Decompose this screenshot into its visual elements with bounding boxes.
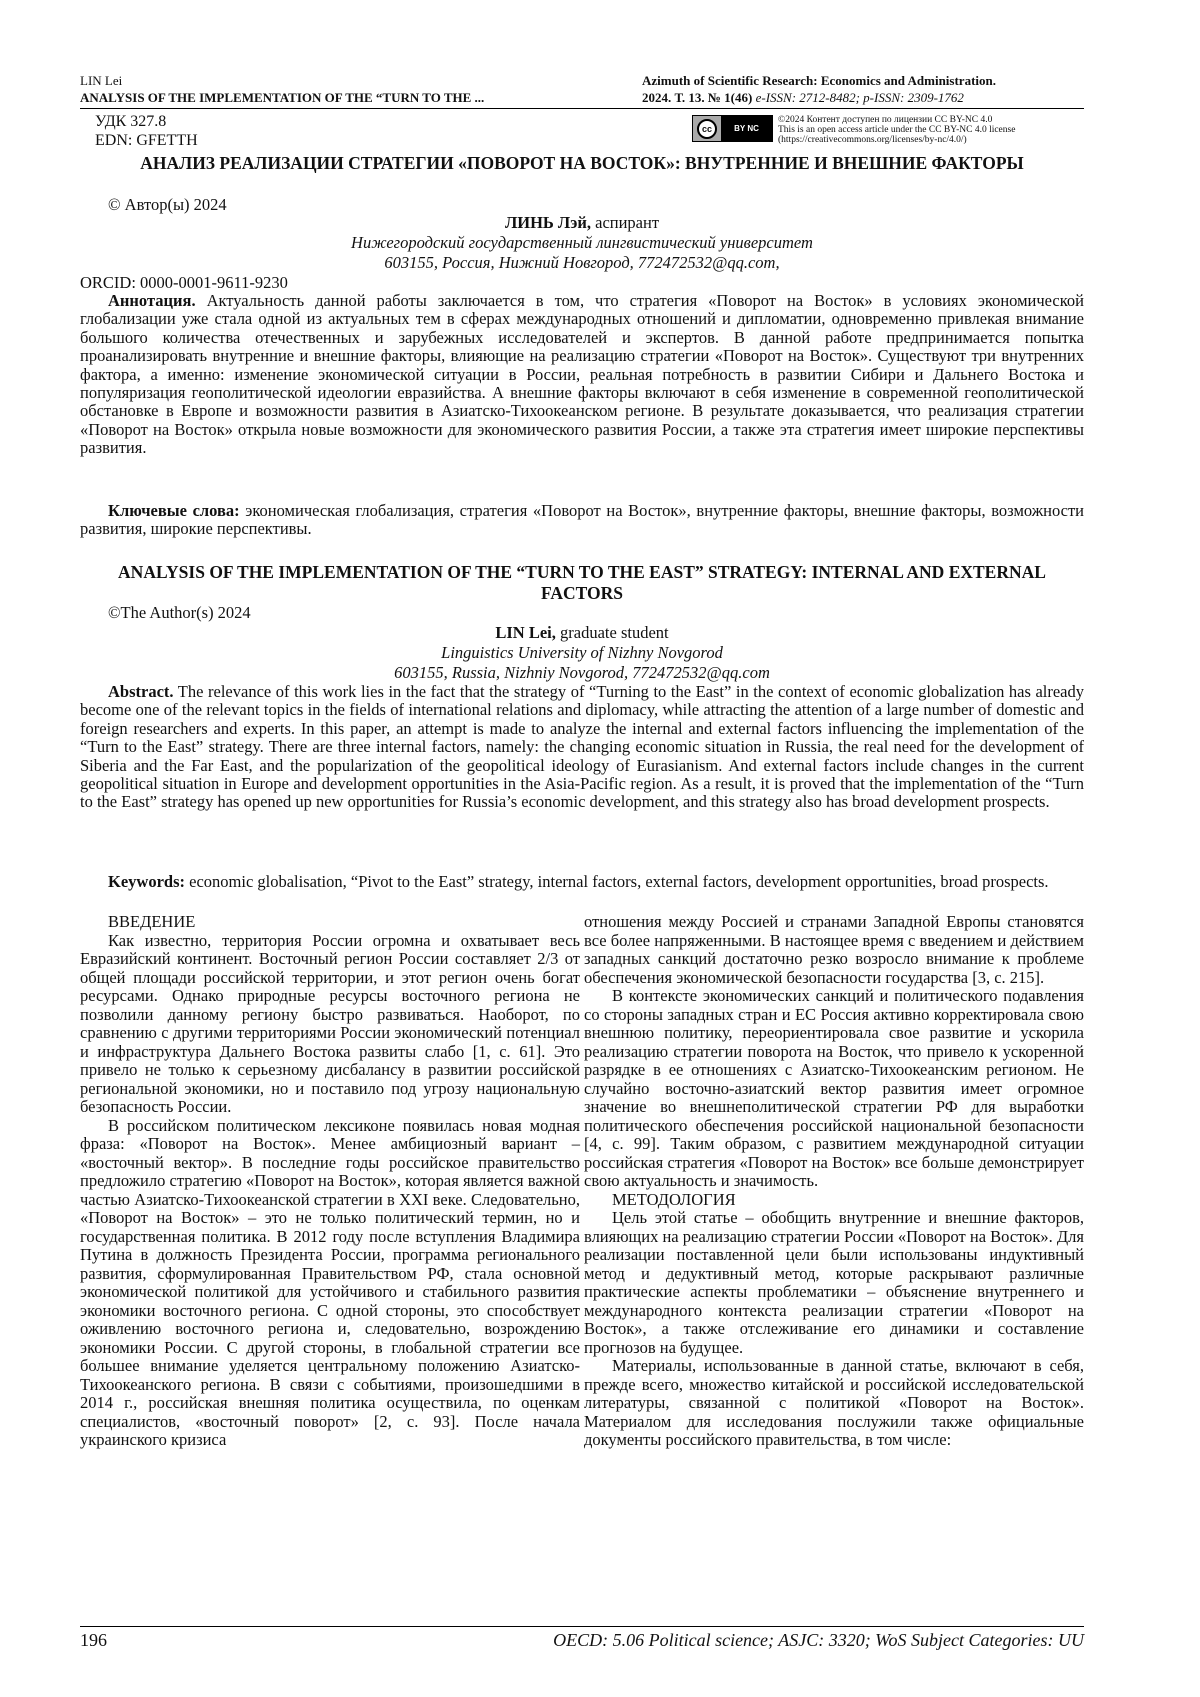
body-paragraph: отношения между Россией и странами Западной Европы становятся все более напряженными. В настоящее время с введением и действием западных санкций достаточно резко возросло внимание к проблеме обеспечения экономической безопасности государства [3, с. 215]. xyxy=(584,912,1084,987)
orcid[interactable]: ORCID: 0000-0001-9611-9230 xyxy=(80,273,288,292)
by-nc-icon: BY NC xyxy=(721,116,772,141)
cc-license-icon[interactable] xyxy=(692,115,773,142)
abstract-text-ru: Актуальность данной работы заключается в том, что стратегия «Поворот на Восток» в условиях экономической глобализации уже стала одной из актуальных тем в сферах международных отношений и дипломатии, одновременно привлекая внимание большого количества отечественных и зарубежных исследователей и экспертов. В данной работе предпринимается попытка проанализировать внутренние и внешние факторы, влияющие на реализацию стратегии «Поворот на Восток». Существуют три внутренних фактора, а именно: изменение экономической ситуации в России, реальная потребность в развитии Сибири и Дальнего Востока и популяризация геополитической идеологии евразийства. А внешние факторы включают в себя изменение в современной геополитической обстановке в Европе и возможности развития в Азиатско-Тихоокеанском регионе. В результате доказывается, что реализация стратегии «Поворот на Восток» открыла новые возможности для экономического развития России, а также эта стратегия имеет широкие перспективы развития. xyxy=(80,291,1084,458)
license-line-ru: ©2024 Контент доступен по лицензии CC BY-NC 4.0 xyxy=(778,115,993,125)
abstract-ru xyxy=(80,292,1084,458)
author-role-ru: аспирант xyxy=(591,213,660,232)
page-number: 196 xyxy=(80,1630,107,1650)
copyright-en: ©The Author(s) 2024 xyxy=(108,603,251,622)
keywords-en xyxy=(80,873,1084,891)
journal-name: Azimuth of Scientific Research: Economics and Administration. xyxy=(642,73,996,88)
keywords-label-en: Keywords: xyxy=(108,872,185,891)
edn-code: EDN: GFETTH xyxy=(95,132,198,149)
subject-classification: OECD: 5.06 Political science; ASJC: 3320; WoS Subject Categories: UU xyxy=(553,1630,1084,1650)
affiliation-en: Linguistics University of Nizhny Novgorod xyxy=(441,643,723,662)
section-heading-intro: ВВЕДЕНИЕ xyxy=(108,912,196,931)
cc-logo-icon: cc xyxy=(697,119,717,139)
udk-block xyxy=(95,112,198,150)
keywords-ru xyxy=(80,502,1084,539)
running-header-left xyxy=(80,72,640,106)
body-paragraph: Материалы, использованные в данной статье, включают в себя, прежде всего, множество китайской и российской исследовательской литературы, связанной с политикой «Поворот на Восток». Материалом для исследования послужили также официальные документы российского правительства, в том числе: xyxy=(584,1356,1084,1449)
body-paragraph: В российском политическом лексиконе появилась новая модная фраза: «Поворот на Восток». Менее амбициозный вариант – «восточный вектор». В последние годы российское правительство предложило стратегию «Поворот на Восток», которая является важной частью Азиатско-Тихоокеанской стратегии в XXI веке. Следовательно, «Поворот на Восток» – это не только политический термин, но и государственная политика. В 2012 году после вступления Владимира Путина в должность Президента России, программа регионального развития, сформулированная Правительством РФ, стала основной экономической политикой для устойчивого и стабильного развития экономики восточного региона. С одной стороны, это способствует оживлению восточного региона и, следовательно, возрождению экономики России. С другой стороны, в глобальной стратегии все большее внимание уделяется центральному положению Азиатско-Тихоокеанского региона. В связи с событиями, произошедшими в 2014 г., российская внешняя политика осуществила, по оценкам специалистов, «восточный поворот» [2, с. 93]. После начала украинского кризиса xyxy=(80,1115,580,1449)
affiliation-ru: Нижегородский государственный лингвистический университет xyxy=(351,233,813,252)
abstract-en xyxy=(80,683,1084,812)
abstract-label-ru: Аннотация. xyxy=(108,291,196,310)
license-line-en: This is an open access article under the CC BY-NC 4.0 license xyxy=(778,125,1016,135)
author-name-en: LIN Lei, xyxy=(495,623,556,642)
address-ru[interactable]: 603155, Россия, Нижний Новгород, 772472532@qq.com, xyxy=(384,253,780,272)
title-ru: АНАЛИЗ РЕАЛИЗАЦИИ СТРАТЕГИИ «ПОВОРОТ НА ВОСТОК»: ВНУТРЕННИЕ И ВНЕШНИЕ ФАКТОРЫ xyxy=(140,153,1024,173)
running-header-right xyxy=(642,72,1082,106)
section-heading-method: МЕТОДОЛОГИЯ xyxy=(612,1189,736,1209)
body-paragraph: В контексте экономических санкций и политического подавления со стороны западных стран и ЕС Россия активно корректировала свою внешнюю политику, переориентировала свое развитие и ускорила реализацию стратегии поворота на Восток, что привело к ускоренной разрядке в ее отношениях с Азиатско-Тихоокеанским регионом. Не случайно восточно-азиатский вектор развития имеет огромное значение во внешнеполитической стратегии РФ для выработки политического обеспечения российской национальной безопасности [4, с. 99]. Таким образом, с развитием международной ситуации российская стратегия «Поворот на Восток» все больше демонстрирует свою актуальность и значимость. xyxy=(584,986,1084,1190)
keywords-label-ru: Ключевые слова: xyxy=(108,501,240,520)
license-block xyxy=(692,115,1078,145)
keywords-text-en: economic globalisation, “Pivot to the East” strategy, internal factors, external factors, development opportunities, broad prospects. xyxy=(185,872,1049,891)
license-text xyxy=(778,115,1078,145)
header-author: LIN Lei xyxy=(80,73,123,88)
author-role-en: graduate student xyxy=(555,623,669,642)
body-paragraph: Как известно, территория России огромна и охватывает весь Евразийский континент. Восточный регион России составляет 2/3 от общей площади российской территории, и этот регион очень богат ресурсами. Однако природные ресурсы восточного региона не позволили данному региону быстро развиваться. Наоборот, по сравнению с другими территориями России экономический потенциал и инфраструктура Дальнего Востока развиты слабо [1, с. 61]. Это привело не только к серьезному дисбалансу в развитии российской региональной экономики, но и поставило под угрозу национальную безопасность России. xyxy=(80,930,580,1116)
abstract-label-en: Abstract. xyxy=(108,682,174,701)
footer-divider xyxy=(80,1626,1084,1627)
body-column-left xyxy=(80,913,580,1450)
author-ru xyxy=(80,213,1084,232)
journal-issue-line xyxy=(642,89,1082,106)
license-link[interactable]: (https://creativecommons.org/licenses/by-nc/4.0/) xyxy=(778,135,967,145)
title-en: ANALYSIS OF THE IMPLEMENTATION OF THE “TURN TO THE EAST” STRATEGY: INTERNAL AND EXTERNAL FACTORS xyxy=(118,562,1046,603)
author-name-ru: ЛИНЬ Лэй, xyxy=(504,213,591,232)
abstract-text-en: The relevance of this work lies in the fact that the strategy of “Turning to the East” in the context of economic globalization has already become one of the relevant topics in the fields of international relations and diplomacy, while attracting the attention of a large number of domestic and foreign researchers and experts. In this paper, an attempt is made to analyze the internal and external factors influencing the implementation of the “Turn to the East” strategy. There are three internal factors, namely: the changing economic situation in Russia, the real need for the development of Siberia and the Far East, and the popularization of the geopolitical ideology of Eurasianism. And external factors include changes in the current geopolitical situation in Europe and development opportunities in the Asia-Pacific region. As a result, it is proved that the implementation of the “Turn to the East” strategy has opened up new opportunities for Russia’s economic development, and this strategy also has broad development prospects. xyxy=(80,682,1084,812)
keywords-text-ru: экономическая глобализация, стратегия «Поворот на Восток», внутренние факторы, внешние факторы, возможности развития, широкие перспективы. xyxy=(80,501,1084,539)
address-en[interactable]: 603155, Russia, Nizhniy Novgorod, 772472532@qq.com xyxy=(394,663,770,682)
journal-issue: 2024. Т. 13. № 1(46) xyxy=(642,90,753,105)
body-column-right xyxy=(584,913,1084,1450)
body-paragraph: Цель этой статье – обобщить внутренние и внешние факторов, влияющих на реализацию стратегии России «Поворот на Восток». Для реализации поставленной цели были использованы индуктивный метод и дедуктивный метод, которые раскрывают различные практические аспекты проблематики – объяснение внутреннего и международного контекста реализации стратегии «Поворот на Восток», а также отслеживание его динамики и составление прогнозов на будущее. xyxy=(584,1208,1084,1357)
journal-issn: e-ISSN: 2712-8482; p-ISSN: 2309-1762 xyxy=(755,90,964,105)
author-en xyxy=(80,623,1084,642)
header-short-title: ANALYSIS OF THE IMPLEMENTATION OF THE “TURN TO THE ... xyxy=(80,90,485,105)
udk-code: УДК 327.8 xyxy=(95,113,167,130)
header-divider xyxy=(80,108,1084,109)
copyright-ru: © Автор(ы) 2024 xyxy=(108,195,227,214)
